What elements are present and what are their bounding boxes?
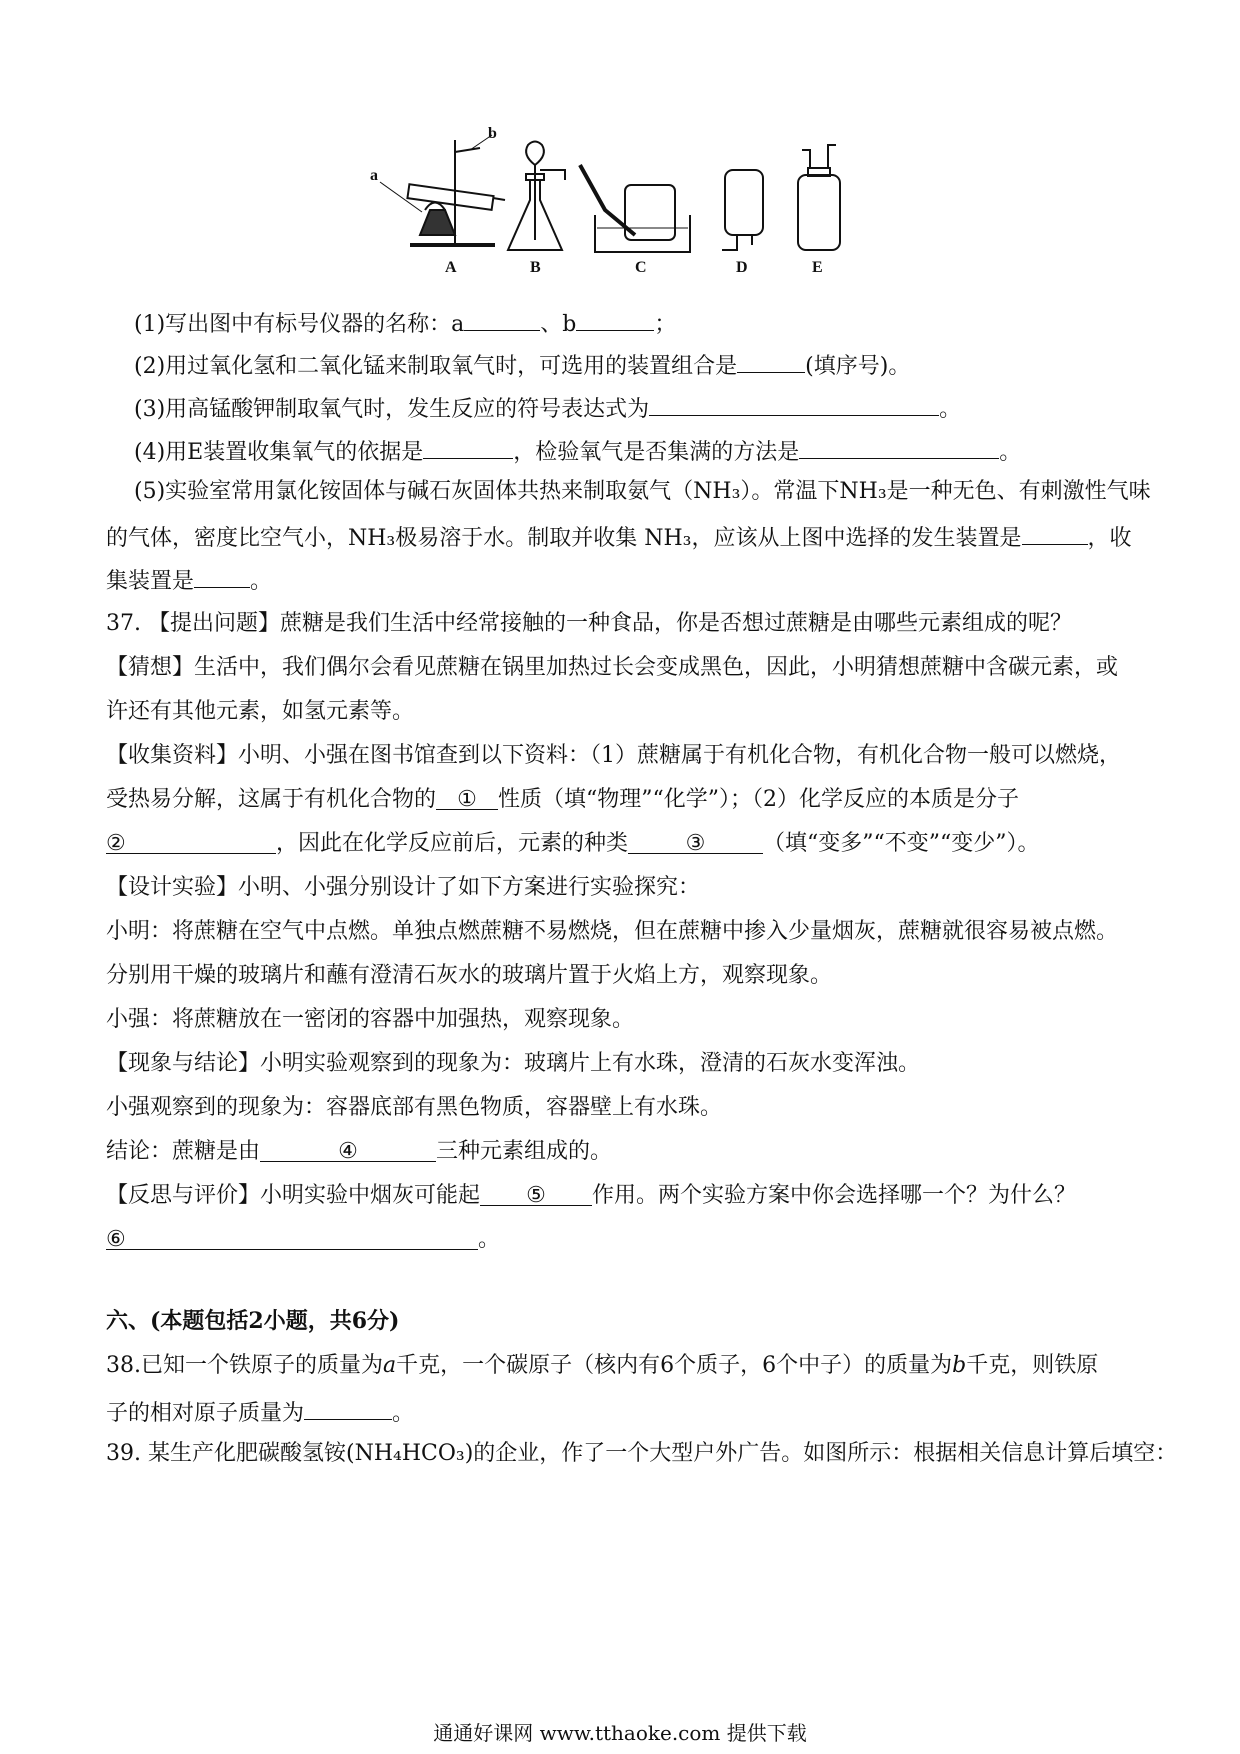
q37-l13-text-b: 三种元素组成的。	[436, 1139, 613, 1164]
q37-line12: 小强观察到的现象为：容器底部有黑色物质，容器壁上有水珠。	[106, 1095, 723, 1120]
q36-p4-text-b: ，检验氧气是否集满的方法是	[513, 440, 800, 465]
q37-line7: 【设计实验】小明、小强分别设计了如下方案进行实验探究：	[106, 875, 701, 900]
q36-part5-line1	[134, 477, 1151, 507]
apparatus-d	[722, 170, 763, 250]
q38-l1-text-b: 千克，一个碳原子（核内有6个质子，6个中子）的质量为	[396, 1353, 953, 1378]
q36-p5-text-l1: (5)实验室常用氯化铵固体与碱石灰固体共热来制取氨气（NH₃）。常温下NH₃是一种无色、有刺激性气味	[134, 479, 1151, 504]
answer-blank-q36-4a[interactable]	[423, 434, 513, 459]
label-a: a	[370, 167, 378, 184]
q36-p2-end: (填序号)。	[805, 354, 911, 379]
label-b: b	[488, 125, 497, 142]
answer-blank-1[interactable]: ①	[436, 785, 498, 810]
q38-l1-text-a: 38.已知一个铁原子的质量为	[106, 1353, 383, 1378]
answer-blank-b[interactable]	[576, 306, 654, 331]
answer-blank-q38[interactable]	[304, 1395, 392, 1420]
label-E: E	[812, 259, 823, 276]
answer-blank-q36-5b[interactable]	[194, 563, 250, 588]
q37-l5-text-b: 性质（填“物理”“化学”）；（2）化学反应的本质是分子	[498, 787, 1020, 812]
section6-title: 六、(本题包括2小题，共6分)	[106, 1308, 400, 1334]
q37-line8: 小明：将蔗糖在空气中点燃。单独点燃蔗糖不易燃烧，但在蔗糖中掺入少量烟灰，蔗糖就很容易被点燃。	[106, 919, 1119, 944]
answer-blank-q36-3[interactable]	[649, 391, 939, 416]
apparatus-b	[508, 142, 565, 251]
q37-l15-end: 。	[478, 1227, 501, 1252]
label-B: B	[530, 259, 541, 276]
label-D: D	[736, 259, 748, 276]
q37-l6-text-b: （填“变多”“不变”“变少”）。	[763, 831, 1040, 856]
q38-var-a: a	[383, 1353, 397, 1378]
answer-blank-q36-2[interactable]	[737, 348, 805, 373]
q37-line3: 许还有其他元素，如氢元素等。	[106, 699, 415, 724]
page-footer: 通通好课网 www.tthaoke.com 提供下载	[433, 1721, 807, 1745]
answer-blank-2[interactable]: ②	[106, 829, 276, 854]
q37-l6-text-a: ，因此在化学反应前后，元素的种类	[276, 831, 629, 856]
answer-blank-5[interactable]: ⑤	[480, 1181, 592, 1206]
q37-line6	[106, 829, 1040, 859]
q38-var-b: b	[952, 1353, 967, 1378]
q37-line5	[106, 785, 1019, 815]
q36-p2-text: (2)用过氧化氢和二氧化锰来制取氧气时，可选用的装置组合是	[134, 354, 738, 379]
q37-line15	[106, 1225, 500, 1255]
answer-blank-q36-4b[interactable]	[799, 434, 999, 459]
apparatus-e	[798, 145, 840, 250]
q37-line2: 【猜想】生活中，我们偶尔会看见蔗糖在锅里加热过长会变成黑色，因此，小明猜想蔗糖中含碳元素，或	[106, 655, 1119, 680]
answer-blank-q36-5a[interactable]	[1022, 520, 1088, 545]
q37-line10: 小强：将蔗糖放在一密闭的容器中加强热，观察现象。	[106, 1007, 635, 1032]
answer-blank-a[interactable]	[464, 306, 540, 331]
answer-blank-4[interactable]: ④	[260, 1137, 436, 1162]
q36-p5-text-l2-end: ，收	[1087, 526, 1132, 551]
q36-p5-text-l2: 的气体，密度比空气小，NH₃极易溶于水。制取并收集 NH₃，应该从上图中选择的发生装置是	[106, 526, 1022, 551]
apparatus-c	[580, 165, 690, 252]
q39-line1: 39. 某生产化肥碳酸氢铵(NH₄HCO₃)的企业，作了一个大型户外广告。如图所示：根据相关信息计算后填空：	[106, 1441, 1178, 1466]
q36-part5-line2	[106, 520, 1132, 554]
answer-blank-3[interactable]: ③	[628, 829, 763, 854]
q37-l14-text-b: 作用。两个实验方案中你会选择哪一个？为什么？	[592, 1183, 1077, 1208]
q36-p1-end: ；	[654, 312, 677, 337]
q36-p1-text-b: 、b	[540, 312, 577, 337]
answer-blank-6[interactable]: ⑥	[106, 1225, 478, 1250]
q37-line13	[106, 1137, 612, 1167]
q37-line9: 分别用干燥的玻璃片和蘸有澄清石灰水的玻璃片置于火焰上方，观察现象。	[106, 963, 833, 988]
q36-p3-text: (3)用高锰酸钾制取氧气时，发生反应的符号表达式为	[134, 397, 650, 422]
q38-l2-end: 。	[392, 1401, 415, 1426]
q36-p5-text-l3-end: 。	[250, 569, 273, 594]
q36-part4	[134, 434, 1021, 468]
q36-p4-end: 。	[999, 440, 1022, 465]
q37-line1: 37. 【提出问题】蔗糖是我们生活中经常接触的一种食品，你是否想过蔗糖是由哪些元素组成的呢？	[106, 611, 1072, 636]
apparatus-a	[380, 135, 505, 245]
q36-part2	[134, 348, 910, 382]
q37-line14	[106, 1181, 1076, 1211]
q37-l13-text-a: 结论：蔗糖是由	[106, 1139, 261, 1164]
label-C: C	[635, 259, 647, 276]
q36-part1	[134, 306, 676, 340]
q38-l2-text-a: 子的相对原子质量为	[106, 1401, 305, 1426]
q37-l14-text-a: 【反思与评价】小明实验中烟灰可能起	[106, 1183, 481, 1208]
q37-line11: 【现象与结论】小明实验观察到的现象为：玻璃片上有水珠，澄清的石灰水变浑浊。	[106, 1051, 921, 1076]
q36-part5-line3	[106, 563, 272, 597]
q36-p4-text-a: (4)用E装置收集氧气的依据是	[134, 440, 424, 465]
apparatus-figure	[370, 125, 920, 280]
q38-l1-text-c: 千克，则铁原	[966, 1353, 1099, 1378]
label-A: A	[445, 259, 457, 276]
q36-p5-text-l3: 集装置是	[106, 569, 195, 594]
q36-part3	[134, 391, 961, 425]
q37-l5-text-a: 受热易分解，这属于有机化合物的	[106, 787, 437, 812]
q38-line2	[106, 1395, 414, 1429]
q38-line1	[106, 1351, 1098, 1381]
q36-p3-end: 。	[939, 397, 962, 422]
q36-p1-text-a: (1)写出图中有标号仪器的名称：a	[134, 312, 465, 337]
q37-line4: 【收集资料】小明、小强在图书馆查到以下资料：（1）蔗糖属于有机化合物，有机化合物一般可以燃烧，	[106, 743, 1122, 768]
